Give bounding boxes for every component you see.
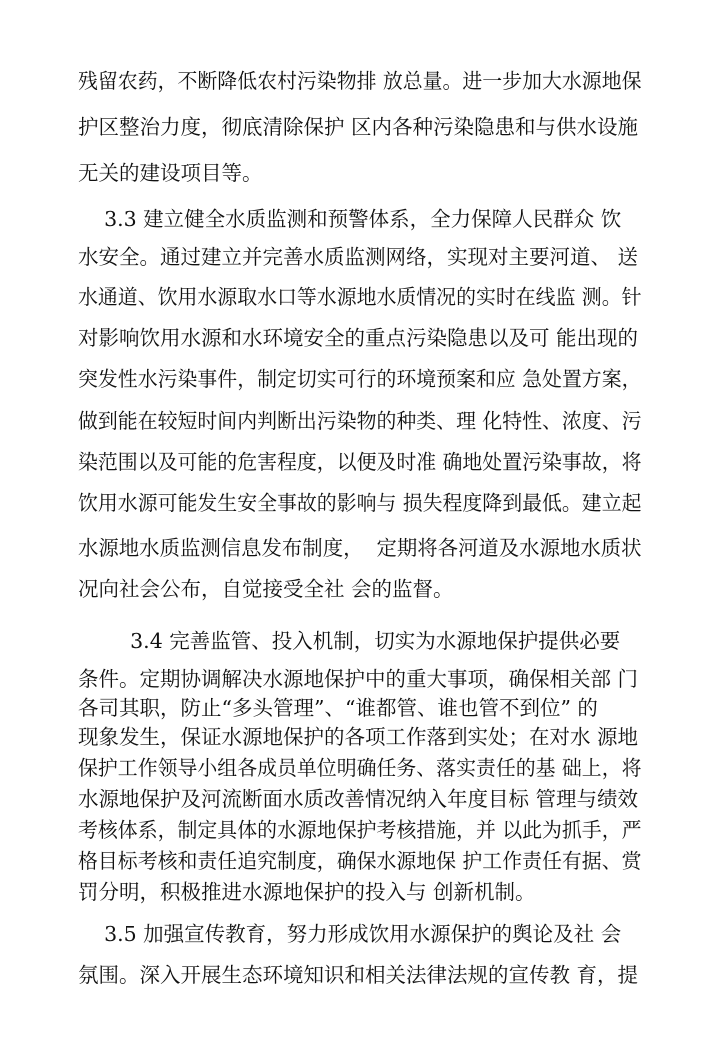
text-line: 饮用水源可能发生安全事故的影响与 损失程度降到最低。建立起 (78, 491, 642, 515)
text-line: 做到能在较短时间内判断出污染物的种类、理 化特性、浓度、污 (78, 409, 642, 433)
text-line: 对影响饮用水源和水环境安全的重点污染隐患以及可 能出现的 (78, 326, 639, 350)
text-line: 水通道、饮用水源取水口等水源地水质情况的实时在线监 测。针 (78, 285, 642, 309)
text-line: 况向社会公布，自觉接受全社 会的监督。 (78, 577, 454, 601)
text-line: 3.3 建立健全水质监测和预警体系，全力保障人民群众 饮 (78, 207, 622, 231)
text-line: 染范围以及可能的危害程度，以便及时准 确地处置污染事故，将 (78, 450, 642, 474)
text-line: 保护工作领导小组各成员单位明确任务、落实责任的基 础上，将 (78, 756, 642, 780)
text-line: 3.5 加强宣传教育，努力形成饮用水源保护的舆论及社 会 (78, 922, 622, 946)
text-line: 水源地水质监测信息发布制度， 定期将各河道及水源地水质状 (78, 536, 642, 560)
text-line: 条件。定期协调解决水源地保护中的重大事项，确保相关部 门 (78, 667, 639, 691)
text-line: 残留农药，不断降低农村污染物排 放总量。进一步加大水源地保 (78, 69, 642, 93)
text-line: 水源地保护及河流断面水质改善情况纳入年度目标 管理与绩效 (78, 787, 639, 811)
text-line: 罚分明，积极推进水源地保护的投入与 创新机制。 (78, 880, 536, 904)
text-line: 无关的建设项目等。 (78, 161, 263, 185)
text-line: 格目标考核和责任追究制度，确保水源地保 护工作责任有据、赏 (78, 849, 642, 873)
text-line: 各司其职，防止“多头管理”、“谁都管、谁也管不到位” 的 (78, 696, 598, 720)
text-line: 突发性水污染事件，制定切实可行的环境预案和应 急处置方案， (78, 367, 642, 391)
text-line: 现象发生，保证水源地保护的各项工作落到实处；在对水 源地 (78, 725, 639, 749)
text-line: 氛围。深入开展生态环境知识和相关法律法规的宣传教 育，提 (78, 963, 639, 987)
text-line: 护区整治力度，彻底清除保护 区内各种污染隐患和与供水设施 (78, 115, 639, 139)
text-line: 水安全。通过建立并完善水质监测网络，实现对主要河道、 送 (78, 245, 639, 269)
text-line: 3.4 完善监管、投入机制，切实为水源地保护提供必要 (78, 629, 621, 653)
text-line: 考核体系，制定具体的水源地保护考核措施，并 以此为抓手，严 (78, 818, 642, 842)
